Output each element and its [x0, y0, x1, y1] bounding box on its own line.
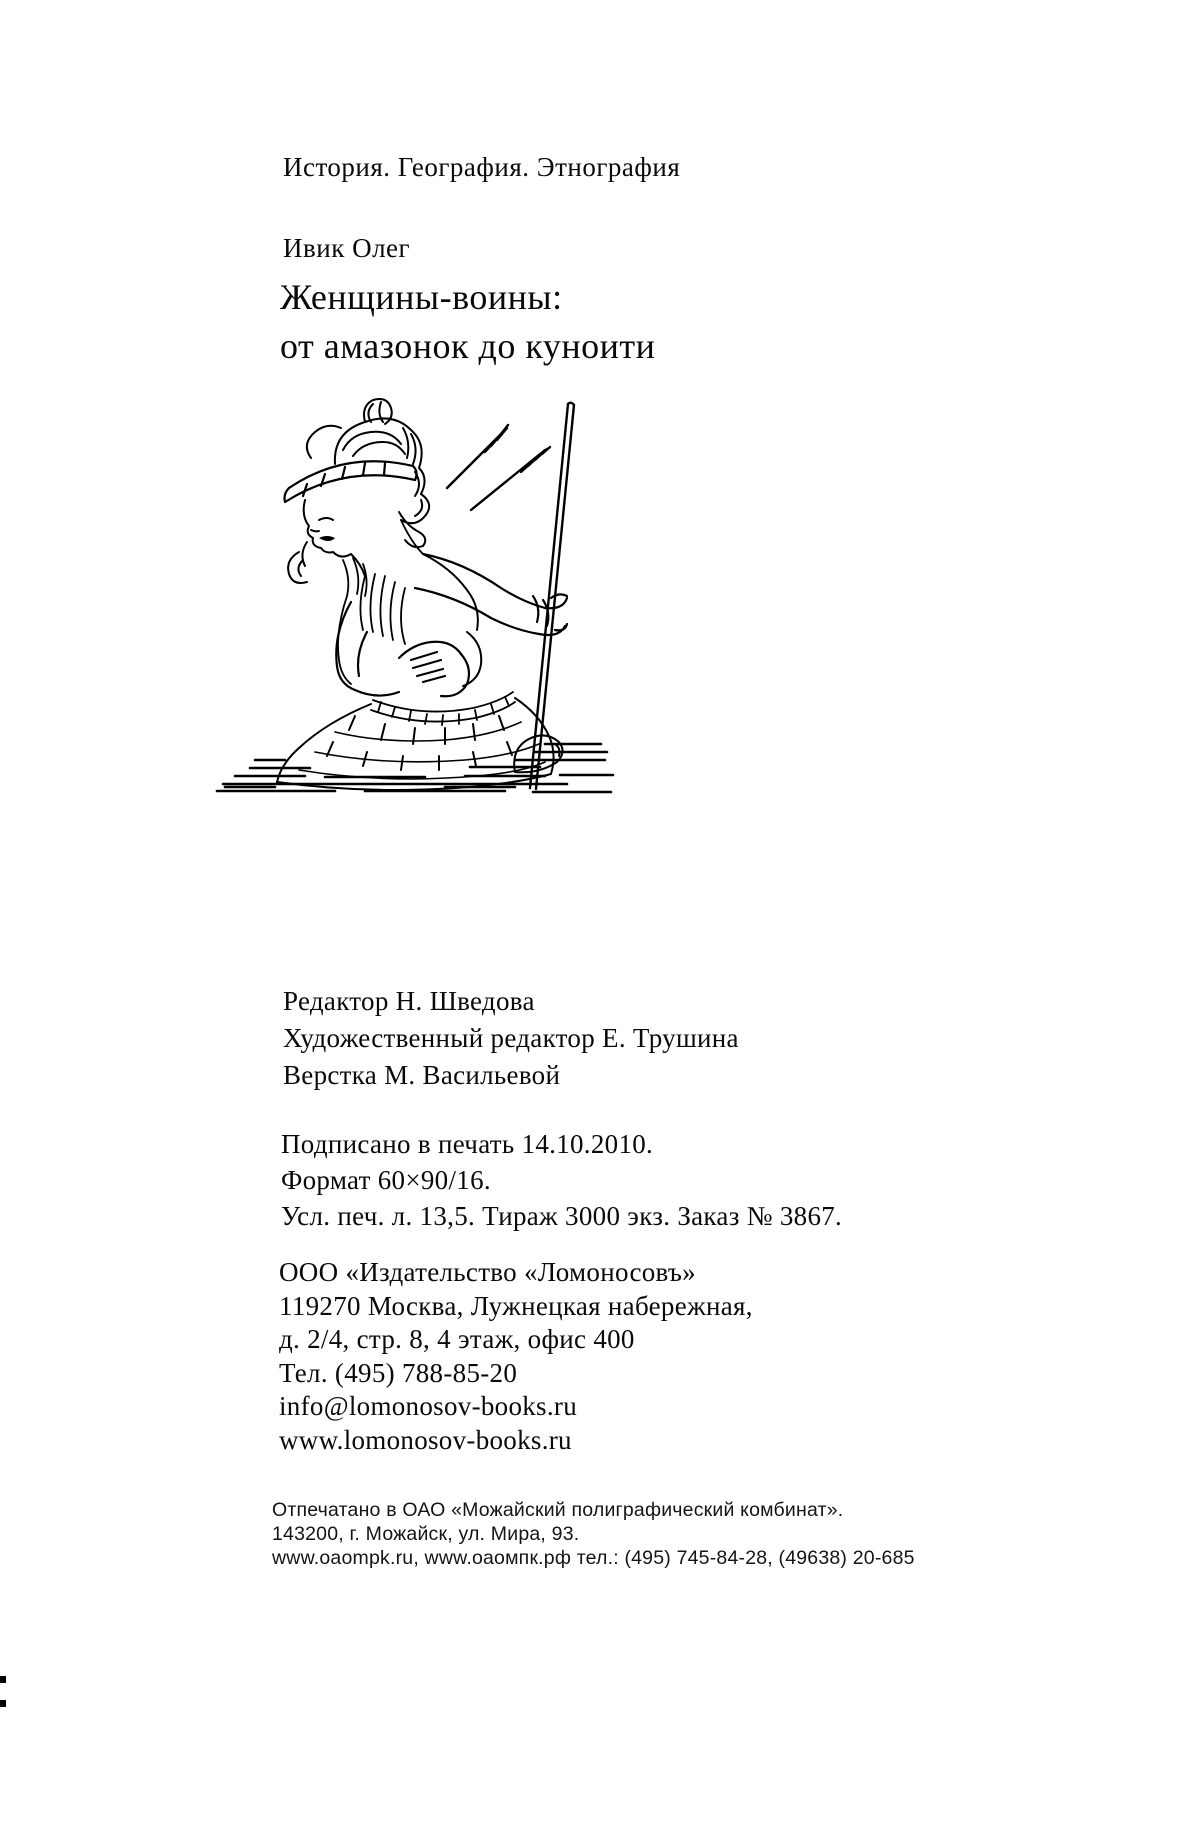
publisher-name: ООО «Издательство «Ломоносовъ» — [279, 1257, 696, 1287]
book-title-line-1: Женщины-воины: — [280, 277, 563, 317]
print-format: Формат 60×90/16. — [281, 1165, 491, 1195]
printing-house-address: 143200, г. Можайск, ул. Мира, 93. — [272, 1523, 580, 1545]
series-title: История. География. Этнография — [283, 152, 681, 182]
publisher-address-2: д. 2/4, стр. 8, 4 этаж, офис 400 — [279, 1324, 635, 1354]
printing-house-block — [272, 1498, 915, 1570]
print-run: Усл. печ. л. 13,5. Тираж 3000 экз. Заказ № 3867. — [281, 1201, 843, 1231]
print-date: Подписано в печать 14.10.2010. — [281, 1129, 654, 1159]
credit-art-editor: Художественный редактор Е. Трушина — [283, 1023, 739, 1053]
publisher-website: www.lomonosov-books.ru — [279, 1424, 572, 1455]
amazon-warrior-drawing — [215, 392, 620, 807]
headband — [285, 461, 417, 502]
right-arm — [415, 554, 567, 635]
publisher-email: info@lomonosov-books.ru — [279, 1391, 578, 1421]
arrows — [447, 425, 550, 510]
publisher-phone: Тел. (495) 788-85-20 — [279, 1357, 518, 1388]
printing-house-name: Отпечатано в ОАО «Можайский полиграфический комбинат». — [272, 1499, 844, 1521]
hair — [288, 399, 429, 583]
amazon-warrior-illustration — [215, 392, 620, 807]
chest — [423, 554, 481, 686]
scan-artifact-mark — [0, 1700, 6, 1707]
credits-block — [283, 983, 739, 1094]
publisher-block — [279, 1256, 753, 1457]
author-name: Ивик Олег — [283, 233, 411, 263]
left-arm — [336, 602, 469, 696]
credit-editor: Редактор Н. Шведова — [283, 986, 535, 1016]
credit-layout: Верстка М. Васильевой — [283, 1060, 561, 1090]
book-title-line-2: от амазонок до куноити — [280, 326, 656, 366]
scan-artifact-mark — [0, 1676, 6, 1683]
publisher-address-1: 119270 Москва, Лужнецкая набережная, — [279, 1290, 753, 1321]
printing-house-contacts: www.oaompk.ru, www.оаомпк.рф тел.: (495) 745-84-28, (49638) 20-685 — [272, 1547, 915, 1569]
print-info-block — [281, 1126, 842, 1234]
